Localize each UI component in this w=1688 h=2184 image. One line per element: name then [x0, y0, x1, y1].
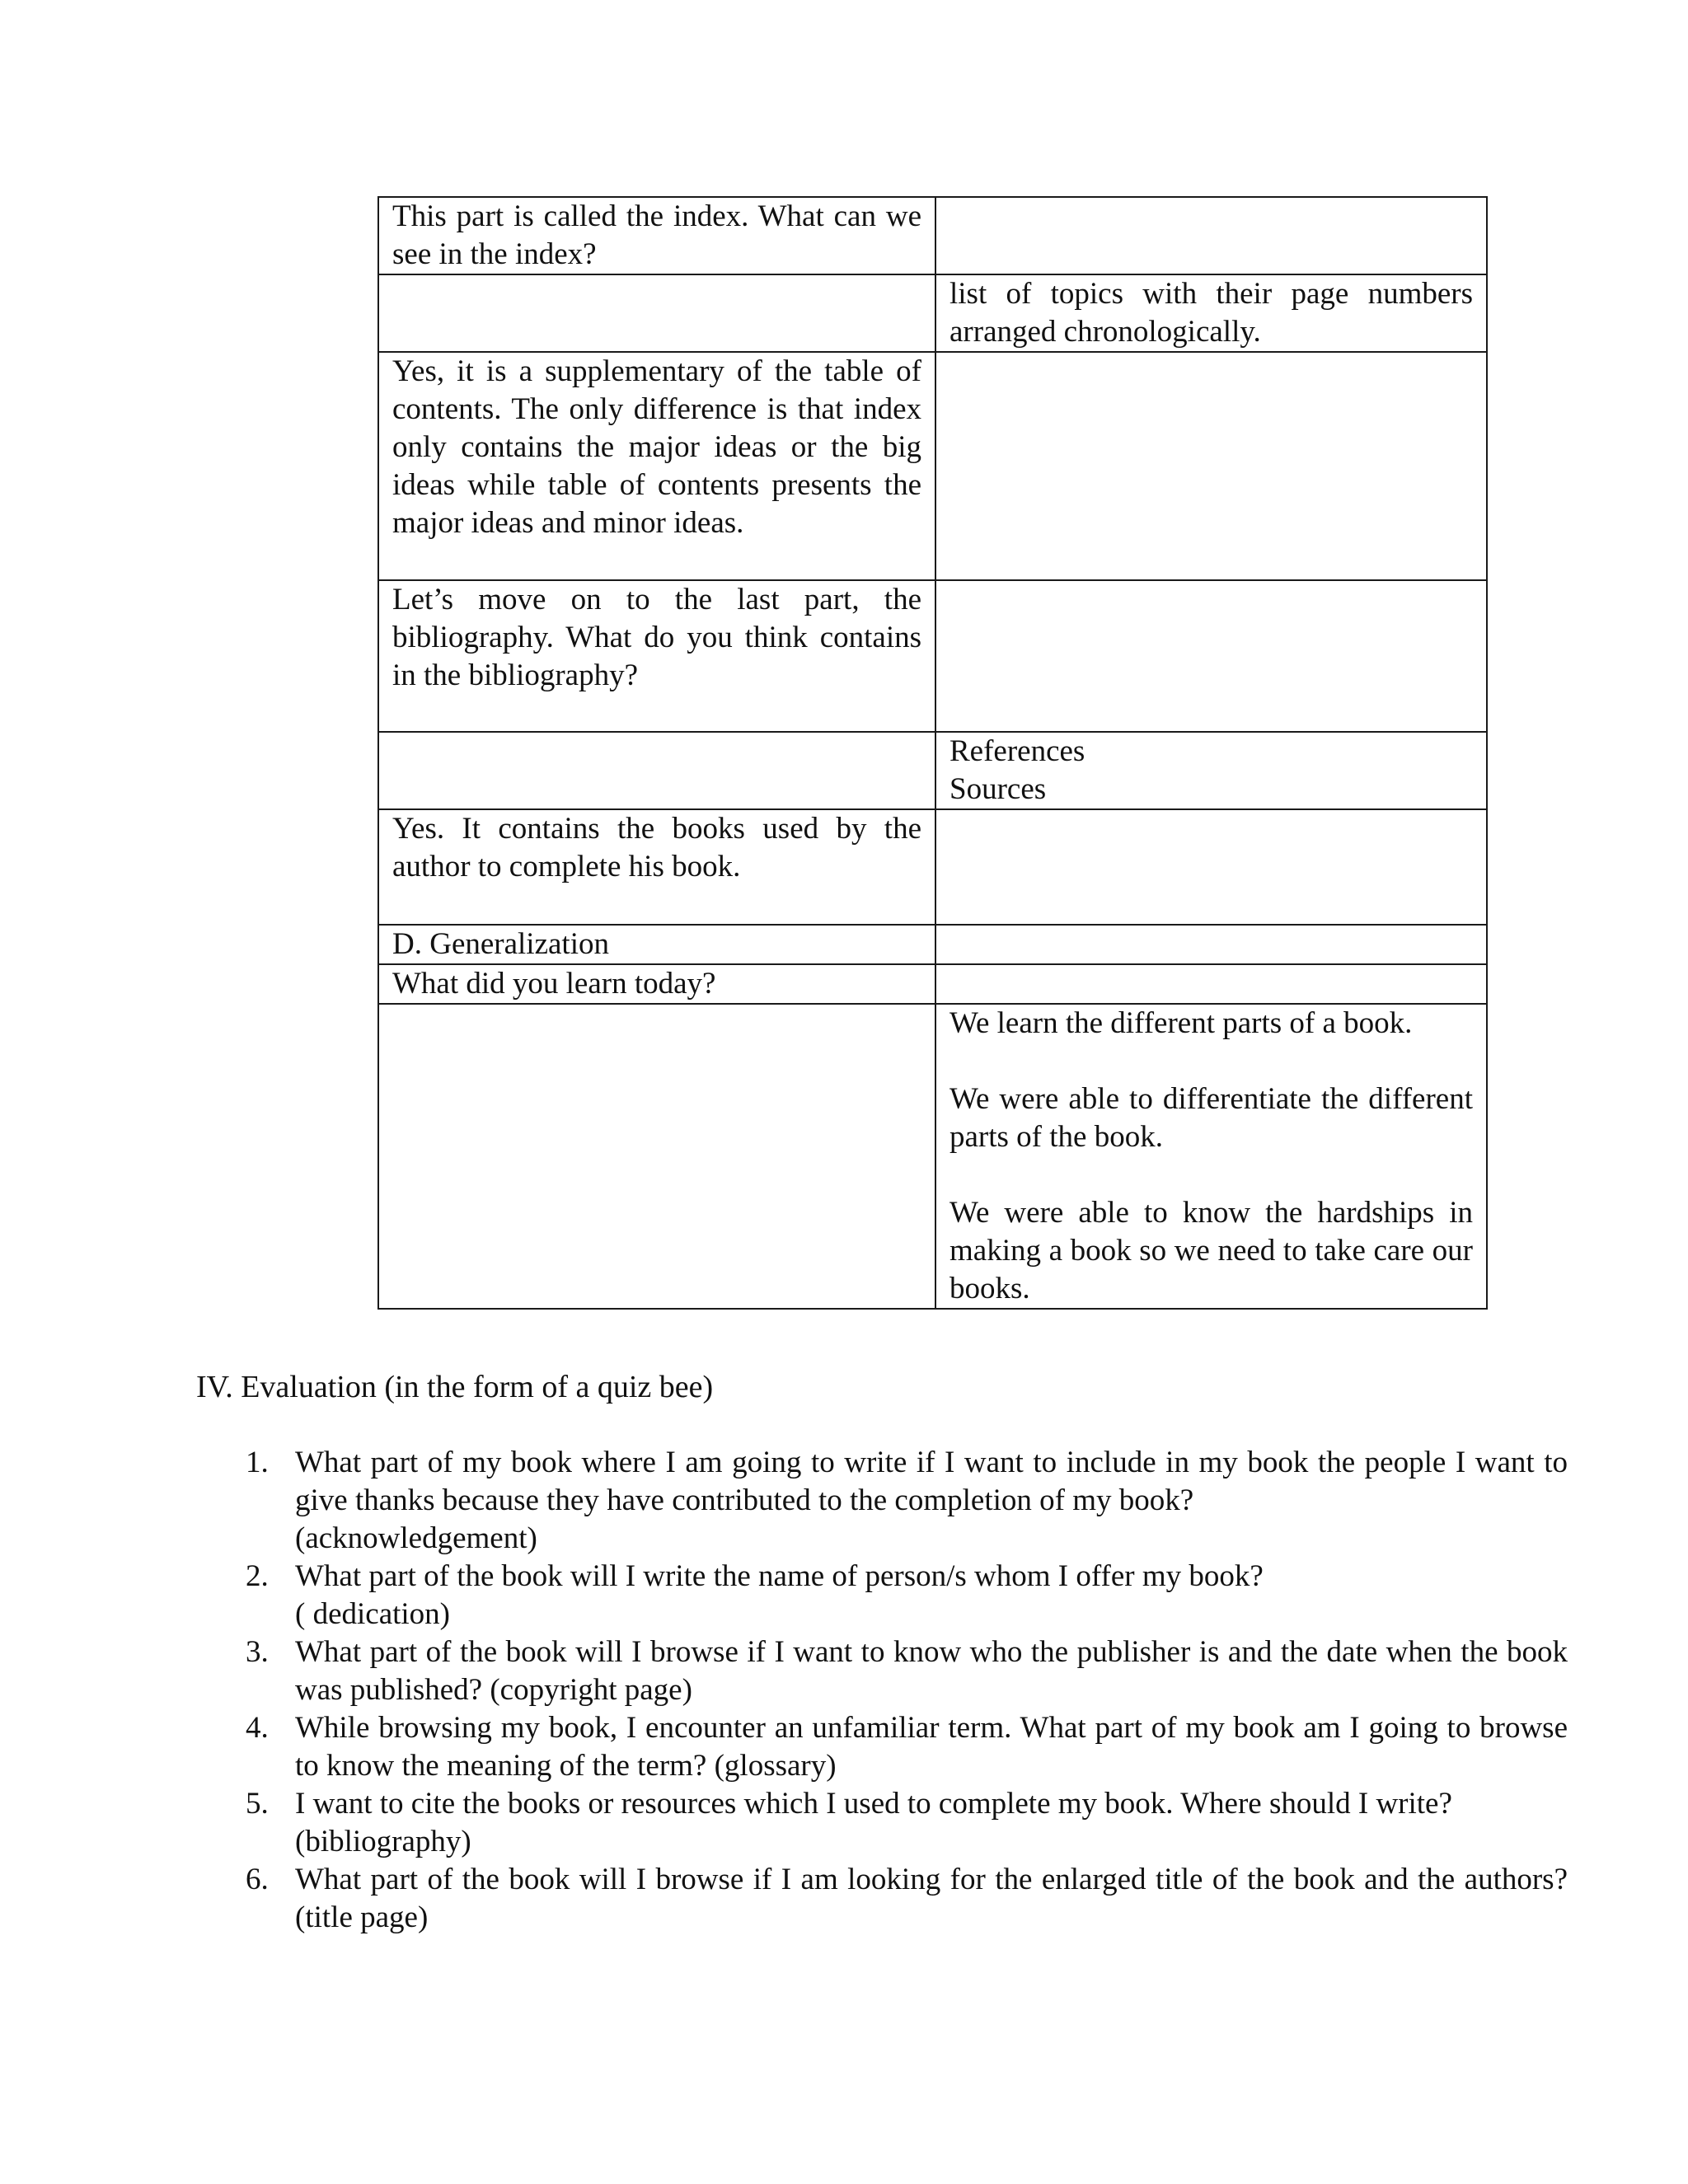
- item-number: 3.: [246, 1635, 269, 1669]
- list-item: [246, 1633, 1568, 1709]
- list-item: [246, 1785, 1568, 1861]
- list-item: [246, 1444, 1568, 1558]
- answer-line: Sources: [950, 772, 1047, 806]
- table-row: [378, 809, 1487, 925]
- list-item: [246, 1709, 1568, 1785]
- teacher-cell: Yes, it is a supplementary of the table of contents. The only difference is that index only contains the major ideas or the big ideas while table of contents presents the major ideas and minor ideas.: [378, 352, 935, 580]
- quiz-question: What part of my book where I am going to write if I want to include in my book the people I want to give thanks because they have contributed to the completion of my book?: [295, 1446, 1568, 1517]
- teacher-cell: What did you learn today?: [378, 964, 935, 1004]
- table-row: [378, 964, 1487, 1004]
- table-row: [378, 197, 1487, 274]
- teacher-cell: [378, 732, 935, 809]
- quiz-question: While browsing my book, I encounter an unfamiliar term. What part of my book am I going to browse to know the meaning of the term? (glossary): [295, 1711, 1568, 1783]
- student-cell: [935, 809, 1487, 925]
- item-number: 4.: [246, 1711, 269, 1745]
- teacher-cell: This part is called the index. What can we see in the index?: [378, 197, 935, 274]
- quiz-question: What part of the book will I browse if I am looking for the enlarged title of the book and the authors? (title page): [295, 1863, 1568, 1934]
- section-heading-cell: D. Generalization: [378, 925, 935, 964]
- table-row: [378, 925, 1487, 964]
- teacher-cell: Let’s move on to the last part, the bibliography. What do you think contains in the bibliography?: [378, 580, 935, 732]
- item-number: 5.: [246, 1787, 269, 1821]
- answer-paragraph: We learn the different parts of a book.: [950, 1006, 1413, 1040]
- item-number: 2.: [246, 1559, 269, 1593]
- paragraph-spacer: [950, 1156, 1473, 1194]
- list-item: [246, 1861, 1568, 1937]
- student-cell: [935, 352, 1487, 580]
- list-item: [246, 1558, 1568, 1633]
- lesson-procedure-table: [377, 196, 1488, 1310]
- table-row: [378, 732, 1487, 809]
- student-cell: [935, 197, 1487, 274]
- student-cell: [935, 580, 1487, 732]
- quiz-question: I want to cite the books or resources which I used to complete my book. Where should I write?: [295, 1787, 1452, 1821]
- item-number: 6.: [246, 1863, 269, 1896]
- student-cell: [935, 732, 1487, 809]
- quiz-answer: (acknowledgement): [295, 1521, 537, 1555]
- paragraph-spacer: [950, 1043, 1473, 1080]
- quiz-list: [246, 1444, 1568, 1937]
- table-row: [378, 274, 1487, 352]
- table-row: [378, 1004, 1487, 1309]
- teacher-cell: [378, 274, 935, 352]
- quiz-question: What part of the book will I write the name of person/s whom I offer my book?: [295, 1559, 1264, 1593]
- quiz-question: What part of the book will I browse if I want to know who the publisher is and the date when the book was published? (copyright page): [295, 1635, 1568, 1707]
- student-cell: [935, 964, 1487, 1004]
- evaluation-heading: IV. Evaluation (in the form of a quiz bee): [196, 1370, 714, 1404]
- teacher-cell: [378, 1004, 935, 1309]
- answer-line: References: [950, 734, 1085, 768]
- answer-paragraph: We were able to know the hardships in making a book so we need to take care our books.: [950, 1196, 1473, 1305]
- student-cell: [935, 1004, 1487, 1309]
- teacher-cell: Yes. It contains the books used by the author to complete his book.: [378, 809, 935, 925]
- student-cell: [935, 925, 1487, 964]
- quiz-answer: (bibliography): [295, 1825, 471, 1858]
- table-row: [378, 352, 1487, 580]
- item-number: 1.: [246, 1446, 269, 1479]
- answer-paragraph: We were able to differentiate the different parts of the book.: [950, 1082, 1473, 1154]
- student-cell: list of topics with their page numbers arranged chronologically.: [935, 274, 1487, 352]
- quiz-answer: ( dedication): [295, 1597, 450, 1631]
- table-row: [378, 580, 1487, 732]
